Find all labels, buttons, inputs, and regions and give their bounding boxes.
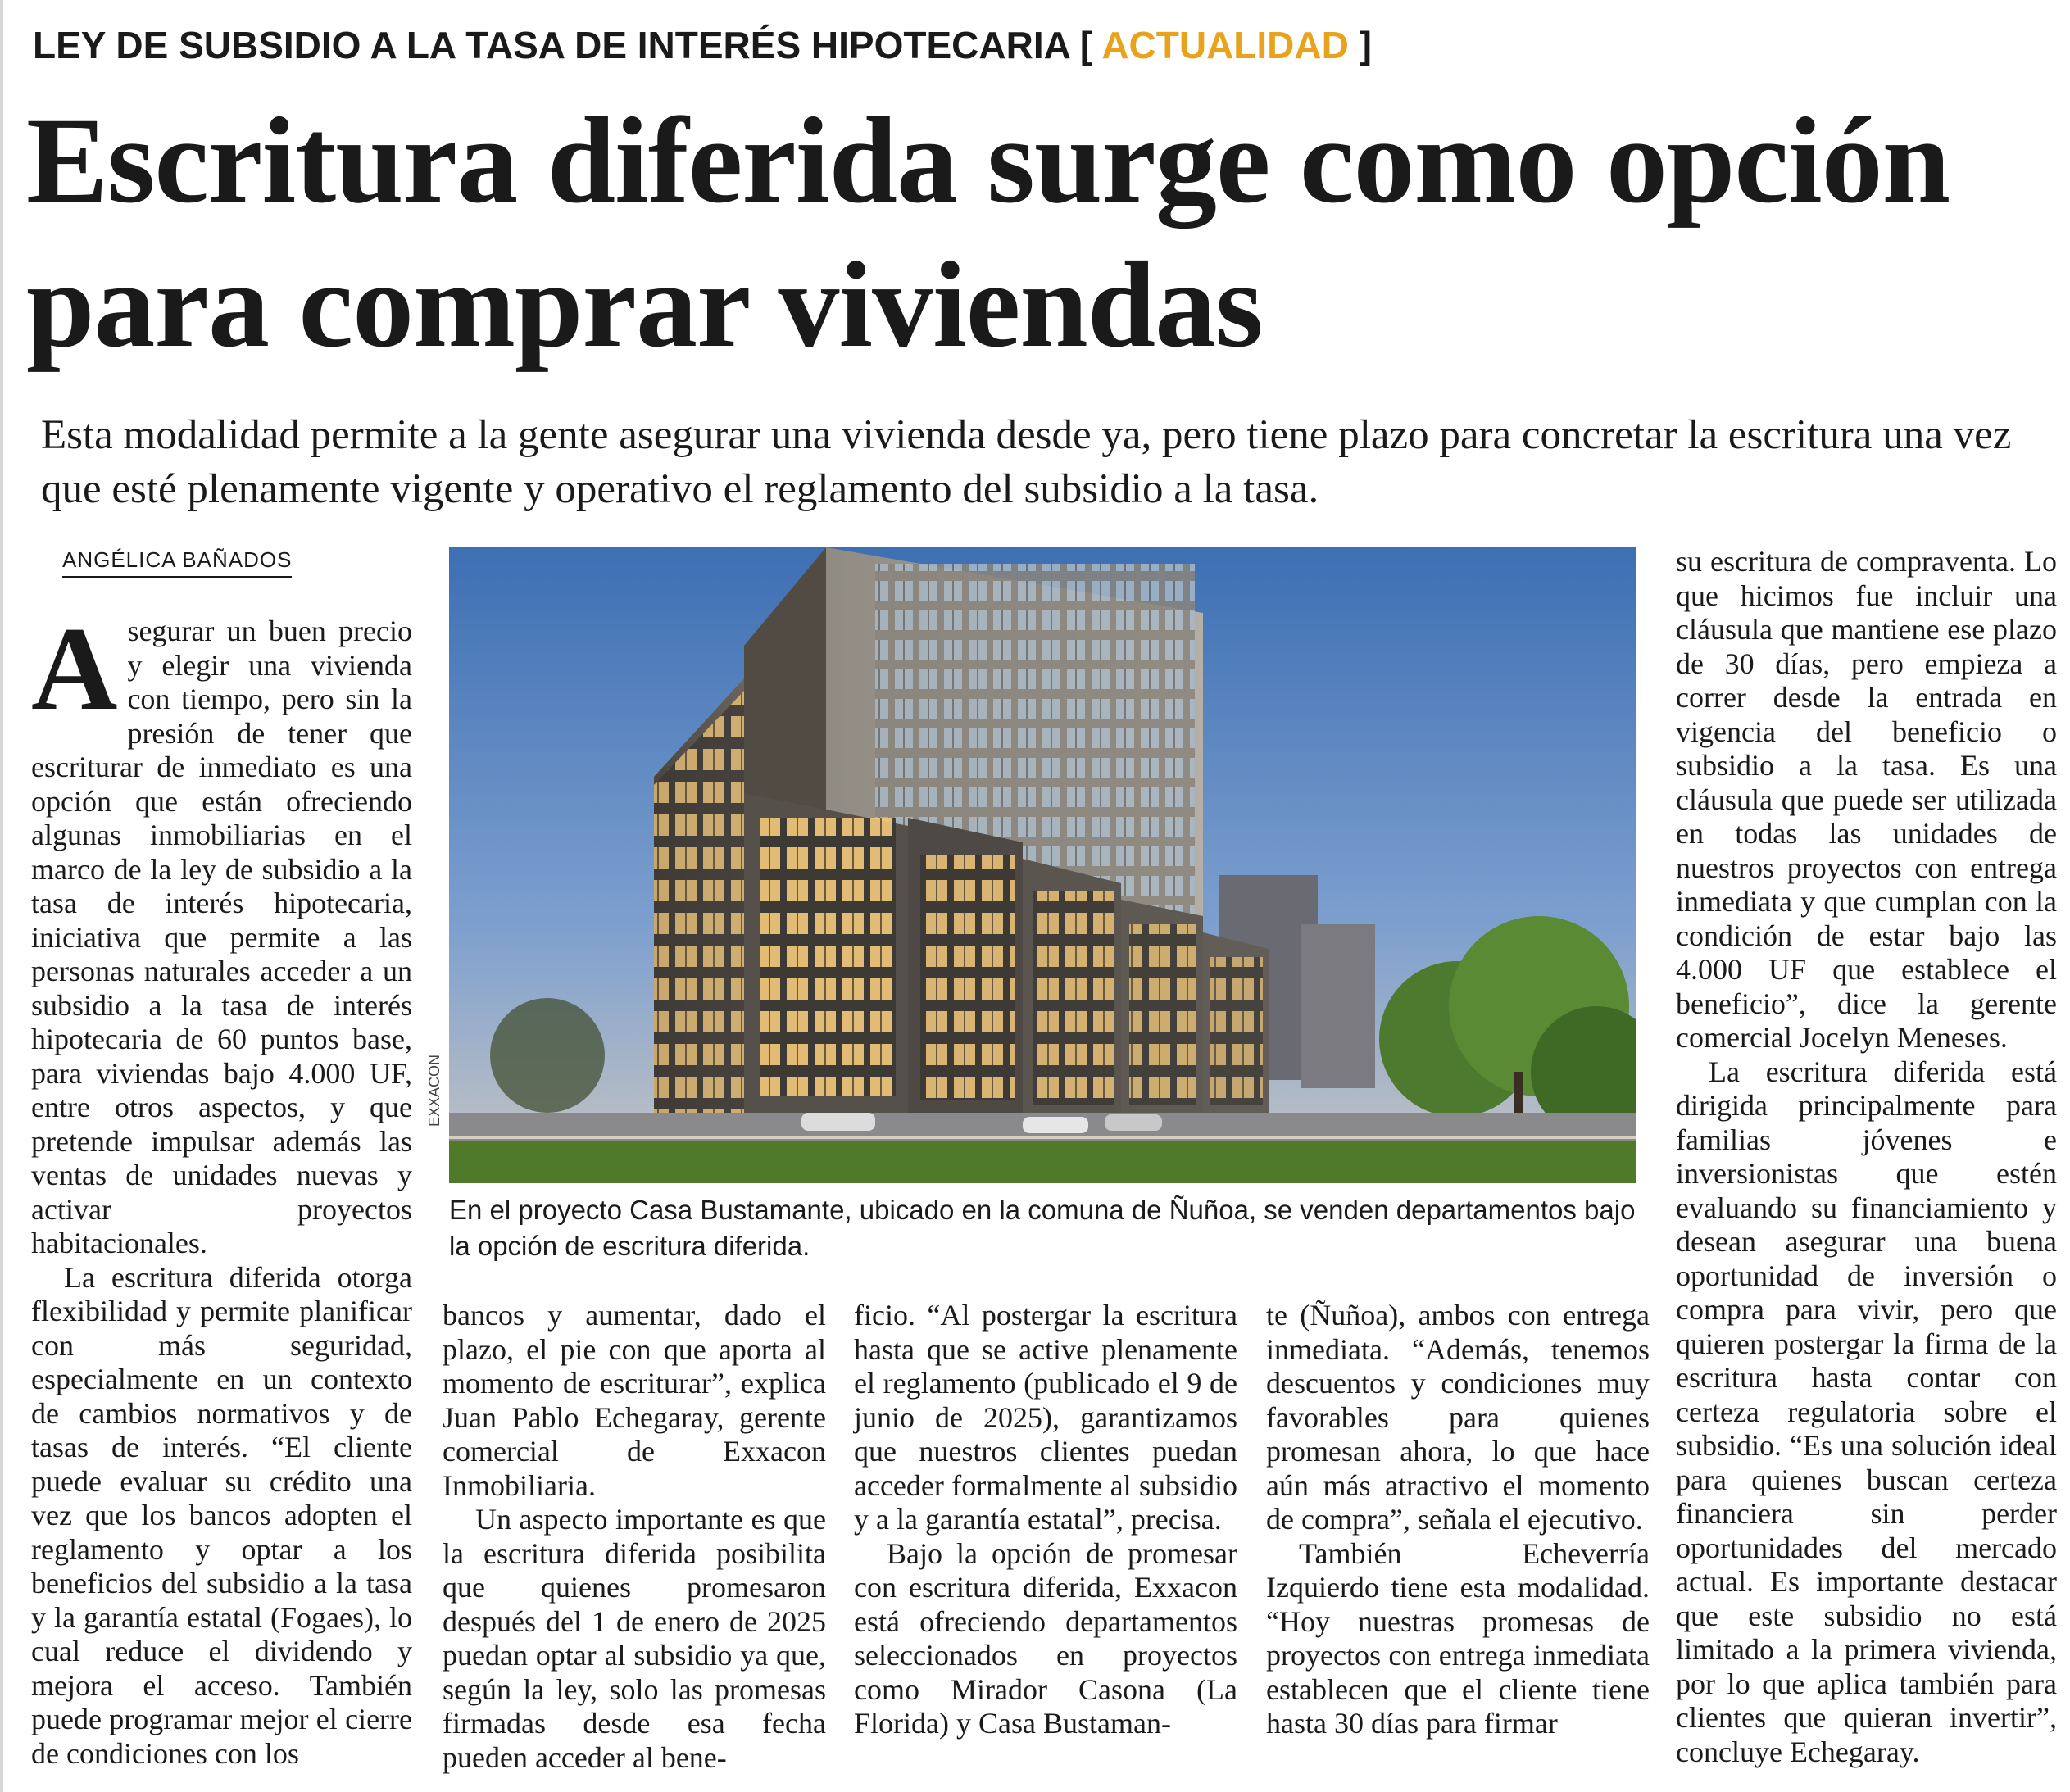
- building-photo-illustration: [449, 547, 1636, 1183]
- col5-paragraph-2: La escritura diferida está dirigida principalmente para familias jóvenes e inversionistas que estén evaluando su financiamiento y desean asegurar una buena oportunidad de inversión o compra para vivir, pero que quieren postergar la firma de la escritura hasta contar con certeza regulatoria sobre el subsidio. “Es una solución ideal para quienes buscan certeza financiera sin perder oportunidades del mercado actual. Es importante destacar que este subsidio no está limitado a la primera vivienda, por lo que aplica también para clientes que quieran invertir”, concluye Echegaray.: [1676, 1055, 2057, 1768]
- column-3: [854, 1299, 1237, 1741]
- kicker-bracket-close: ]: [1359, 24, 1372, 66]
- photo-credit: EXXACON: [426, 1054, 443, 1127]
- dropcap: A: [31, 602, 118, 735]
- column-2: [443, 1299, 826, 1775]
- col5-paragraph-1: su escritura de compraventa. Lo que hicimos fue incluir una cláusula que mantiene ese plazo de 30 días, pero empieza a correr desde la entrada en vigencia del beneficio o subsidio a la tasa. Es una cláusula que puede ser utilizada en todas las unidades de nuestros proyectos con entrega inmediata y que cumplan con la condición de estar bajo las 4.000 UF que establece el beneficio”, dice la gerente comercial Jocelyn Meneses.: [1676, 545, 2057, 1054]
- col3-paragraph-2: Bajo la opción de promesar con escritura diferida, Exxacon está ofreciendo departamentos seleccionados en proyectos como Mirador Casona (La Florida) y Casa Bustaman-: [854, 1536, 1237, 1740]
- col1-paragraph-1: [31, 602, 412, 1261]
- article-photo: [449, 547, 1636, 1183]
- kicker-topic: LEY DE SUBSIDIO A LA TASA DE INTERÉS HIPOTECARIA: [33, 24, 1070, 66]
- column-5: [1676, 545, 2057, 1769]
- column-4: [1266, 1299, 1650, 1741]
- page-edge-rule: [0, 0, 3, 1792]
- col2-paragraph-2: Un aspecto importante es que la escritura diferida posibilita que quienes promesaron después del 1 de enero de 2025 puedan optar al subsidio ya que, según la ley, solo las promesas firmadas desde esa fecha pueden acceder al bene-: [443, 1503, 826, 1774]
- kicker: [33, 23, 1372, 67]
- kicker-bracket-open: [: [1079, 24, 1093, 66]
- col1-paragraph-2: La escritura diferida otorga flexibilidad y permite planificar con más seguridad, especialmente en un contexto de cambios normativos y de tasas de interés. “El cliente puede evaluar su crédito una vez que los bancos adopten el reglamento y optar a los beneficios del subsidio a la tasa y la garantía estatal (Fogaes), lo cual reduce el dividendo y mejora el acceso. También puede programar mejor el cierre de condiciones con los: [31, 1260, 412, 1770]
- byline: ANGÉLICA BAÑADOS: [62, 547, 292, 578]
- photo-caption: En el proyecto Casa Bustamante, ubicado en la comuna de Ñuñoa, se venden departamentos bajo la opción de escritura diferida.: [449, 1195, 1636, 1261]
- column-1: [31, 602, 412, 1771]
- headline: Escritura diferida surge como opción para comprar viviendas: [26, 93, 1950, 373]
- col3-paragraph-1: ficio. “Al postergar la escritura hasta que se active plenamente el reglamento (publicado el 9 de junio de 2025), garantizamos que nuestros clientes puedan acceder formalmente al subsidio y a la garantía estatal”, precisa.: [854, 1299, 1237, 1536]
- col1-paragraph-1-text: segurar un buen precio y elegir una vivienda con tiempo, pero sin la presión de tener que escriturar de inmediato es una opción que están ofreciendo algunas inmobiliarias en el marco de la ley de subsidio a la tasa de interés hipotecaria, iniciativa que permite a las personas naturales acceder a un subsidio a la tasa de interés hipotecaria de 60 puntos base, para viviendas bajo 4.000 UF, entre otros aspectos, y que pretende impulsar además las ventas de unidades nuevas y activar proyectos habitacionales.: [31, 615, 412, 1259]
- col2-paragraph-1: bancos y aumentar, dado el plazo, el pie con que aporta al momento de escriturar”, explica Juan Pablo Echegaray, gerente comercial de Exxacon Inmobiliaria.: [443, 1299, 826, 1502]
- kicker-section: ACTUALIDAD: [1101, 24, 1349, 66]
- col4-paragraph-1: te (Ñuñoa), ambos con entrega inmediata. “Además, tenemos descuentos y condiciones muy favorables para quienes promesan ahora, lo que hace aún más atractivo el momento de compra”, señala el ejecutivo.: [1266, 1299, 1650, 1536]
- deck: Esta modalidad permite a la gente asegurar una vivienda desde ya, pero tiene plazo para concretar la escritura una vez que esté plenamente vigente y operativo el reglamento del subsidio a la tasa.: [41, 412, 2012, 512]
- col4-paragraph-2: También Echeverría Izquierdo tiene esta modalidad. “Hoy nuestras promesas de proyectos con entrega inmediata establecen que el cliente tiene hasta 30 días para firmar: [1266, 1536, 1650, 1740]
